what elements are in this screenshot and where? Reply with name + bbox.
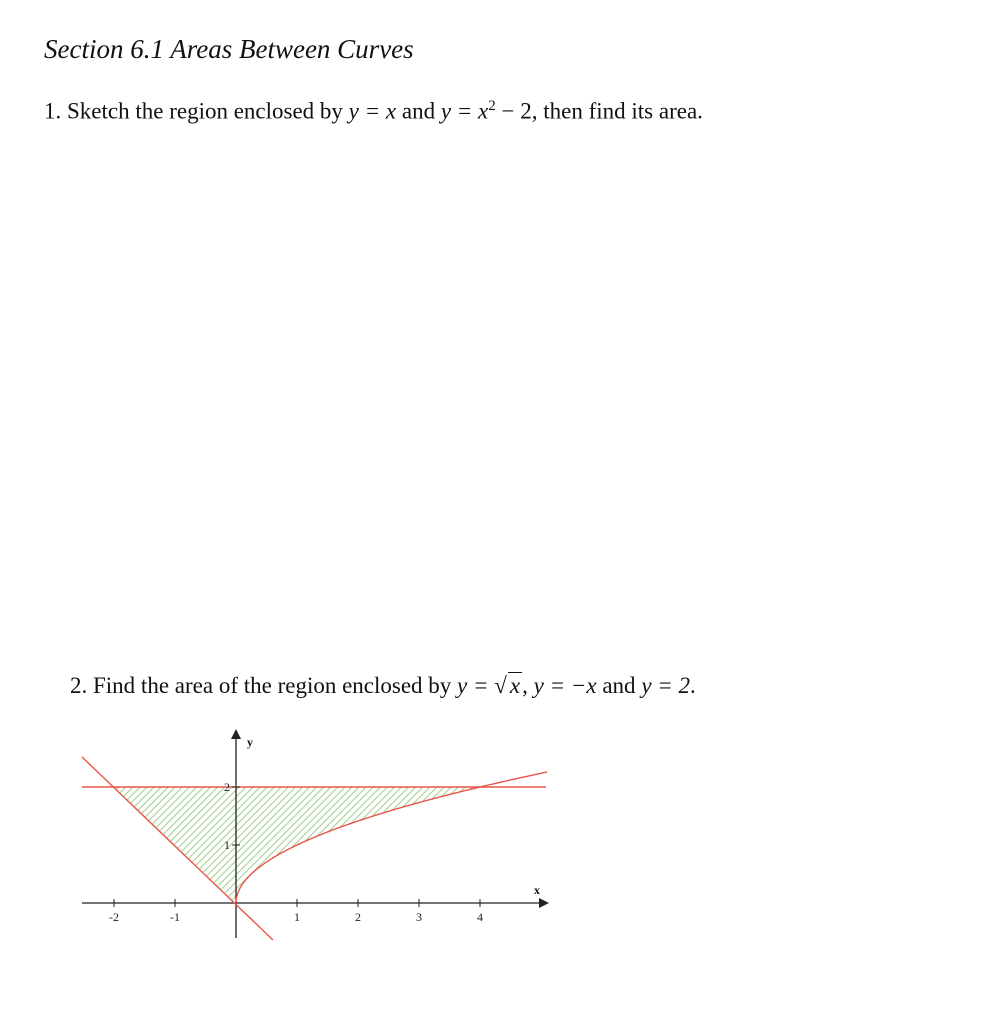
- y-tick-label: 1: [224, 838, 230, 852]
- graph-svg: [70, 722, 560, 947]
- x-tick-label: -2: [109, 910, 119, 924]
- problem-1-equation-2-exponent: 2: [488, 98, 496, 114]
- sqrt-symbol: √: [494, 673, 507, 698]
- problem-1-text: Sketch the region enclosed by: [67, 98, 343, 124]
- problem-1-equation-2-rest: − 2: [495, 98, 532, 124]
- problem-1-text-end: , then find its area.: [531, 98, 703, 124]
- problem-1: [44, 98, 703, 125]
- x-tick-label: 3: [416, 910, 422, 924]
- problem-2-number: 2.: [70, 673, 88, 698]
- problem-2-sqrt: [494, 673, 522, 699]
- problem-2-and: and: [602, 673, 636, 698]
- y-axis-label: y: [247, 735, 253, 749]
- problem-2-separator: ,: [522, 673, 528, 698]
- x-tick-label: 4: [477, 910, 483, 924]
- problem-2: [70, 673, 696, 699]
- problem-1-number: 1.: [44, 98, 62, 124]
- problem-2-end: .: [690, 673, 696, 698]
- x-axis-label: x: [534, 883, 540, 897]
- y-tick-label: 2: [224, 780, 230, 794]
- section-title: Section 6.1 Areas Between Curves: [44, 34, 414, 64]
- x-tick-label: 1: [294, 910, 300, 924]
- problem-2-text: Find the area of the region enclosed by: [93, 673, 452, 698]
- x-tick-label: -1: [170, 910, 180, 924]
- y-axis-arrow: [231, 729, 241, 739]
- problem-2-equation-3: y = 2: [641, 673, 691, 698]
- problem-2-equation-1-lhs: y =: [457, 673, 495, 698]
- problem-1-equation-2-base: y = x: [440, 98, 489, 124]
- problem-2-equation-2: y = −x: [533, 673, 597, 698]
- problem-2-radicand: x: [509, 673, 521, 698]
- x-axis-arrow: [539, 898, 549, 908]
- problem-1-equation-1: y = x: [348, 98, 397, 124]
- x-tick-label: 2: [355, 910, 361, 924]
- problem-1-and: and: [401, 98, 436, 124]
- region-graph: [70, 722, 560, 947]
